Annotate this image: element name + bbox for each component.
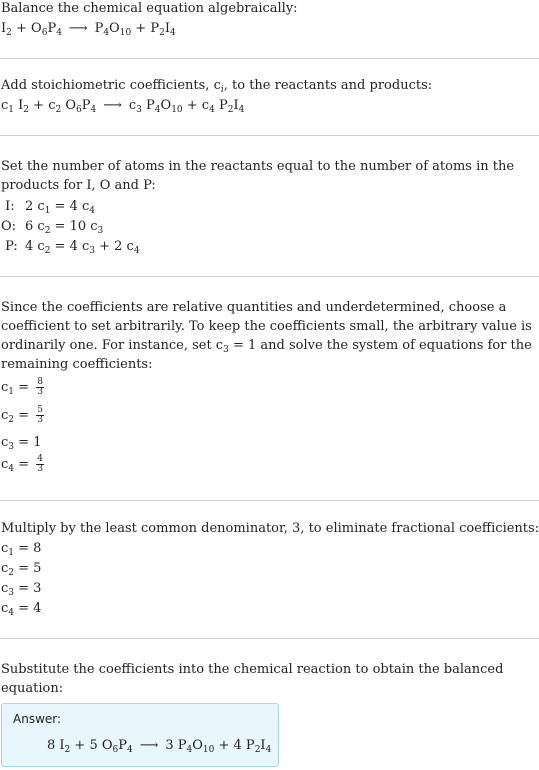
value-c2: $c_2 = 5$ xyxy=(1,561,42,578)
value-c1: $c_1 = 8$ xyxy=(1,541,42,558)
value-c3: $c_3 = 3$ xyxy=(1,581,42,598)
divider xyxy=(0,500,539,501)
section3-intro-line2: products for I, O and P: xyxy=(1,178,156,193)
section5-intro: Multiply by the least common denominator, 3, to eliminate fractional coefficients: xyxy=(1,521,539,536)
unbalanced-equation: $I_2 + O_6P_4$ ⟶ $P_4O_{10} + P_2I_4$ xyxy=(1,21,176,38)
divider xyxy=(0,58,539,59)
solution-c3: $c_3 = 1$ xyxy=(1,435,42,452)
section4-line3: ordinarily one. For instance, set $c_3 = 1$ and solve the system of equations for the xyxy=(1,338,532,355)
atom-equation-O: O: 6 $c_2 = 10$ $c_3$ xyxy=(1,219,104,236)
atom-equation-P: P: 4 $c_2 = 4$ $c_3 + 2$ $c_4$ xyxy=(1,239,140,256)
section4-line4: remaining coefficients: xyxy=(1,357,153,372)
coefficient-equation: $c_1$ $I_2 + c_2$ $O_6P_4$ ⟶ $c_3$ $P_4O_{10} + c_4$ $P_2I_4$ xyxy=(1,98,245,115)
section1-intro: Balance the chemical equation algebraically: xyxy=(1,1,298,16)
balanced-equation: 8 $I_2 + 5$ $O_6P_4$ ⟶ 3 $P_4O_{10} + 4$ $P_2I_4$ xyxy=(47,738,272,755)
section4-line2: coefficient to set arbitrarily. To keep the coefficients small, the arbitrary value is xyxy=(1,319,532,334)
divider xyxy=(0,276,539,277)
divider xyxy=(0,135,539,136)
solution-c1: $c_1$ = $\frac{8}{3}$ xyxy=(1,377,43,397)
answer-box xyxy=(1,703,279,767)
atom-equation-I: I: 2 $c_1 = 4$ $c_4$ xyxy=(1,199,95,216)
value-c4: $c_4 = 4$ xyxy=(1,601,42,618)
section4-line1: Since the coefficients are relative quantities and underdetermined, choose a xyxy=(1,300,507,315)
section2-intro: Add stoichiometric coefficients, $c_i$, to the reactants and products: xyxy=(1,78,433,95)
answer-title: Answer: xyxy=(13,712,62,726)
solution-c2: $c_2$ = $\frac{5}{3}$ xyxy=(1,405,43,425)
section6-intro-line1: Substitute the coefficients into the chemical reaction to obtain the balanced xyxy=(1,662,504,677)
section6-intro-line2: equation: xyxy=(1,681,64,696)
section3-intro-line1: Set the number of atoms in the reactants equal to the number of atoms in the xyxy=(1,159,515,174)
divider xyxy=(0,638,539,639)
solution-c4: $c_4$ = $\frac{4}{3}$ xyxy=(1,454,43,474)
